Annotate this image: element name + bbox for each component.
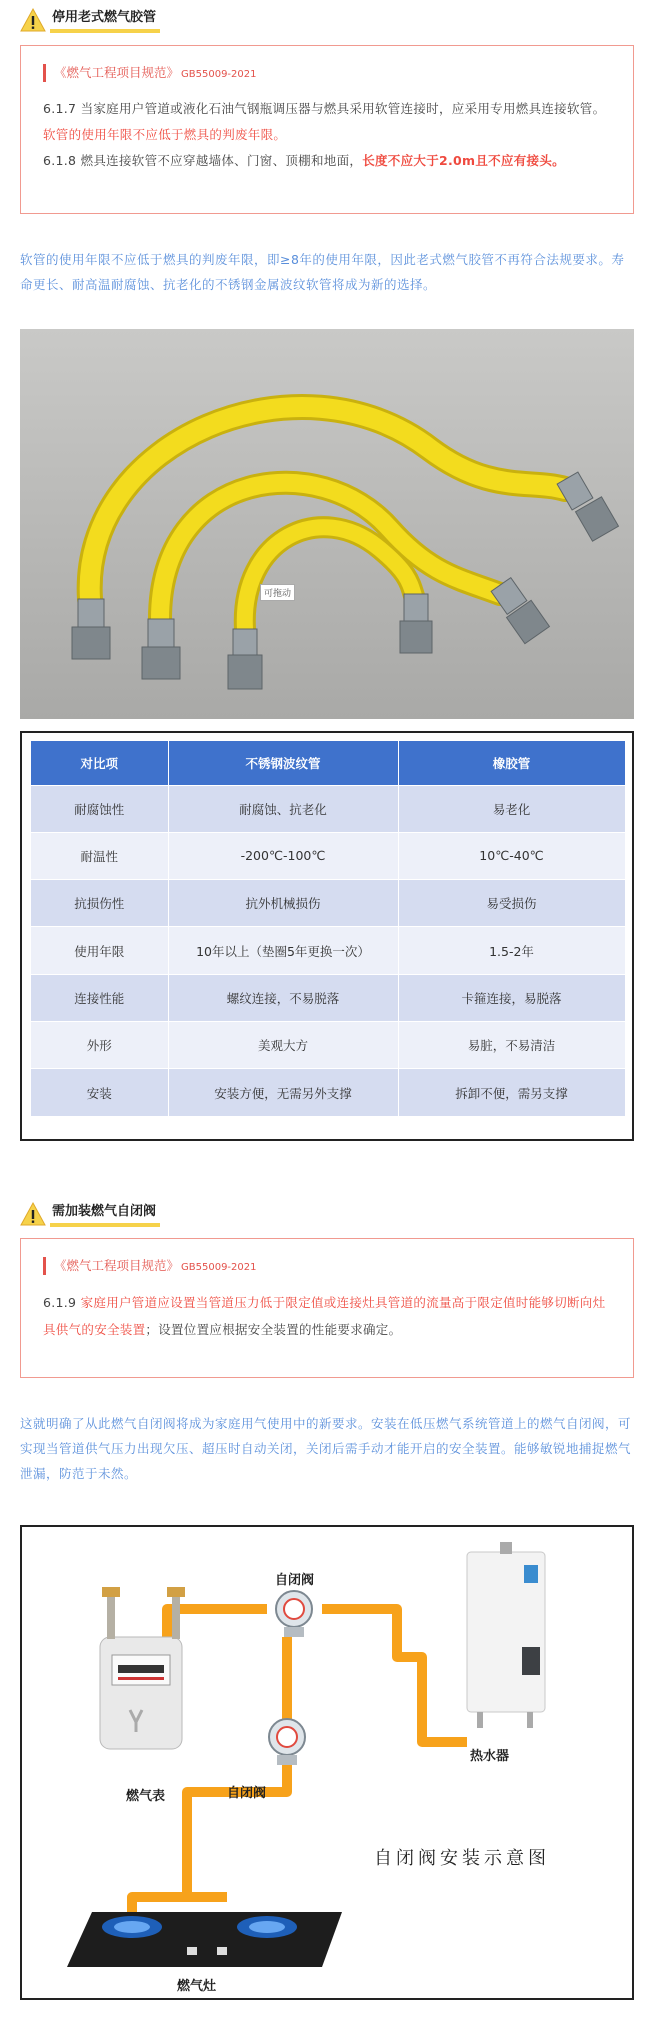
table-cell: 连接性能 <box>31 974 168 1021</box>
paragraph-valve-requirement: 这就明确了从此燃气自闭阀将成为家庭用气使用中的新要求。安装在低压燃气系统管道上的燃气自闭阀，可实现当管道供气压力出现欠压、超压时自动关闭，关闭后需手动才能开启的安全装置。能够敏锐地捕捉燃气泄漏，防范于未然。 <box>20 1416 632 1481</box>
table-cell: 1.5-2年 <box>398 927 625 974</box>
table-cell: 10℃-40℃ <box>398 832 625 879</box>
label-water-heater: 热水器 <box>470 1749 510 1764</box>
clause-6-1-8-text: 6.1.8 燃具连接软管不应穿越墙体、门窗、顶棚和地面， <box>43 153 363 168</box>
table-cell: -200℃-100℃ <box>168 832 398 879</box>
standard-name: 《燃气工程项目规范》 <box>54 65 180 80</box>
comparison-table <box>31 741 626 1116</box>
table-header-item: 对比项 <box>31 741 168 785</box>
clause-6-1-9 <box>43 1289 611 1343</box>
table-row <box>31 1021 625 1068</box>
table-cell: 安装 <box>31 1069 168 1116</box>
table-row <box>31 927 625 974</box>
table-cell: 耐腐蚀、抗老化 <box>168 785 398 832</box>
table-cell: 使用年限 <box>31 927 168 974</box>
table-cell: 螺纹连接，不易脱落 <box>168 974 398 1021</box>
diagram-title: 自闭阀安装示意图 <box>374 1848 550 1869</box>
standard-reference <box>43 64 611 82</box>
section-heading-valve <box>20 1199 160 1229</box>
warning-icon <box>20 1201 46 1227</box>
standard-box-1 <box>20 45 634 214</box>
standard-reference <box>43 1257 611 1275</box>
section-heading-text: 停用老式燃气胶管 <box>50 8 160 33</box>
section-heading-text: 需加装燃气自闭阀 <box>50 1202 160 1227</box>
table-header-rubber: 橡胶管 <box>398 741 625 785</box>
table-cell: 耐腐蚀性 <box>31 785 168 832</box>
standard-box-2 <box>20 1238 634 1378</box>
label-gas-stove: 燃气灶 <box>177 1979 217 1994</box>
label-gas-meter: 燃气表 <box>126 1789 166 1804</box>
gas-meter <box>100 1587 185 1749</box>
standard-code: GB55009-2021 <box>181 1262 257 1273</box>
table-cell: 10年以上（垫圈5年更换一次） <box>168 927 398 974</box>
clause-6-1-9-number: 6.1.9 <box>43 1295 81 1310</box>
table-cell: 外形 <box>31 1021 168 1068</box>
table-row <box>31 785 625 832</box>
table-row <box>31 832 625 879</box>
table-cell: 卡箍连接，易脱落 <box>398 974 625 1021</box>
clause-6-1-7-text: 6.1.7 当家庭用户管道或液化石油气钢瓶调压器与燃具采用软管连接时，应采用专用燃具连接软管。 <box>43 101 606 116</box>
table-cell: 安装方便，无需另外支撑 <box>168 1069 398 1116</box>
table-row <box>31 1069 625 1116</box>
table-cell: 拆卸不便，需另支撑 <box>398 1069 625 1116</box>
table-cell: 易老化 <box>398 785 625 832</box>
table-row <box>31 974 625 1021</box>
label-valve-top: 自闭阀 <box>275 1573 315 1588</box>
clause-6-1-7-highlight: 软管的使用年限不应低于燃具的判废年限。 <box>43 127 287 142</box>
draggable-tag[interactable]: 可拖动 <box>260 584 295 601</box>
table-cell: 美观大方 <box>168 1021 398 1068</box>
table-cell: 抗外机械损伤 <box>168 880 398 927</box>
standard-code: GB55009-2021 <box>181 69 257 80</box>
yellow-hose-illustration <box>20 329 634 719</box>
clause-6-1-9-highlight: 家庭用户管道应设置当管道压力低于限定值或连接灶具管道的流量高于限定值时能够切断向灶具供气的安全装置 <box>43 1295 606 1337</box>
comparison-table-frame <box>20 731 634 1141</box>
table-header-steel: 不锈钢波纹管 <box>168 741 398 785</box>
table-row <box>31 880 625 927</box>
paragraph-hose-lifespan: 软管的使用年限不应低于燃具的判废年限，即≥8年的使用年限，因此老式燃气胶管不再符合法规要求。寿命更长、耐高温耐腐蚀、抗老化的不锈钢金属波纹软管将成为新的选择。 <box>20 252 625 292</box>
table-header-row <box>31 741 625 785</box>
hose-photo <box>20 329 634 719</box>
table-cell: 抗损伤性 <box>31 880 168 927</box>
clause-6-1-8 <box>43 148 611 174</box>
table-cell: 耐温性 <box>31 832 168 879</box>
table-cell: 易脏，不易清洁 <box>398 1021 625 1068</box>
pipe-diagram-graphic <box>22 1527 632 1998</box>
clause-6-1-7 <box>43 96 611 148</box>
clause-6-1-8-highlight: 长度不应大于2.0m且不应有接头。 <box>362 153 565 168</box>
standard-name: 《燃气工程项目规范》 <box>54 1258 180 1273</box>
section-heading-old-hose <box>20 5 160 35</box>
warning-icon <box>20 7 46 33</box>
table-cell: 易受损伤 <box>398 880 625 927</box>
clause-6-1-9-tail: ；设置位置应根据安全装置的性能要求确定。 <box>145 1322 402 1337</box>
label-valve-middle: 自闭阀 <box>227 1786 267 1801</box>
valve-installation-diagram <box>20 1525 634 2000</box>
